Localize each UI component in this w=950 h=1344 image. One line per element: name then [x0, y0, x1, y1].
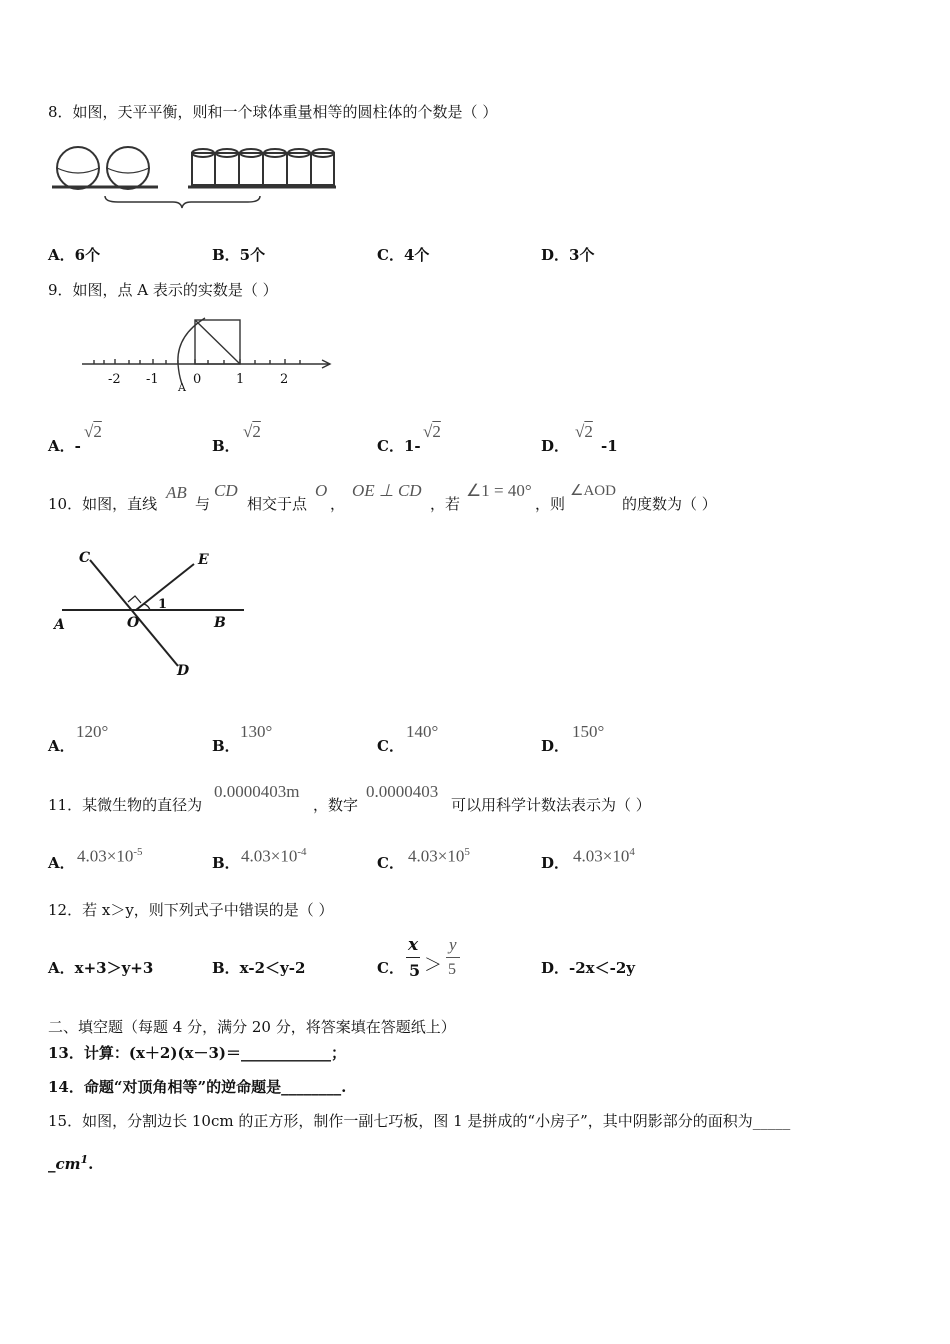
q9-option-c-radicand: 2 [432, 422, 441, 441]
q12-option-c[interactable]: C． [377, 959, 404, 977]
q10-aod: ∠AOD [570, 483, 616, 499]
q12-stem: 12．若 x＞y，则下列式子中错误的是（ ） [48, 901, 334, 919]
q8-option-c[interactable]: C．4个 [377, 246, 430, 264]
q11-option-c[interactable]: C． [377, 854, 404, 872]
q10-num: 10．如图，直线 [48, 495, 158, 513]
q9-option-d-suffix: -1 [601, 437, 618, 455]
q12-frac-5b: 5 [448, 961, 456, 978]
q15-period: . [88, 1155, 94, 1173]
q9-option-a[interactable] [48, 436, 81, 456]
q8-stem: 8．如图，天平平衡，则和一个球体重量相等的圆柱体的个数是（ ） [48, 103, 498, 121]
q9-option-d[interactable] [541, 436, 569, 456]
q9-stem: 9．如图，点 A 表示的实数是（ ） [48, 281, 278, 299]
q11-option-c-exp: 5 [464, 846, 470, 858]
q11-option-d-base: 4.03×10 [573, 846, 630, 866]
axis-label-1: 1 [236, 372, 245, 387]
axis-label-neg1: -1 [146, 372, 159, 387]
fig-label-e: E [198, 552, 209, 568]
q11-val2: 0.0000403 [366, 782, 439, 801]
q11-option-a-value [77, 842, 143, 867]
q15-line2 [48, 1150, 93, 1174]
q10-o: O [315, 481, 328, 500]
q13: 13．计算：(x＋2)(x－3)＝____________； [48, 1044, 347, 1062]
q10-yu: 与 [195, 495, 211, 513]
q10-tail: 的度数为（ ） [622, 495, 717, 513]
q9-option-d-sqrt: √2 [575, 422, 593, 441]
axis-label-0: 0 [193, 372, 202, 387]
q9-option-a-sqrt: √2 [84, 422, 102, 441]
q12-frac-bar-1 [406, 957, 420, 958]
q11-option-c-base: 4.03×10 [408, 846, 465, 866]
fig-label-b: B [214, 615, 226, 631]
section2-heading: 二、填空题（每题 4 分，满分 20 分，将答案填在答题纸上） [48, 1018, 456, 1036]
q11-num: 11．某微生物的直径为 [48, 796, 203, 814]
q12-frac-y: y [449, 935, 457, 954]
q10-option-d[interactable]: D． [541, 737, 570, 755]
q15-unit-exp: 1 [80, 1153, 89, 1166]
q15-unit: _cm [48, 1155, 81, 1173]
q10-option-b[interactable]: B． [212, 737, 240, 755]
q10-oe-perp-cd: OE ⊥ CD [352, 481, 422, 500]
q11-option-a-base: 4.03×10 [77, 846, 134, 866]
q10-xj: 相交于点 [247, 495, 308, 513]
fig-label-c: C [79, 550, 91, 566]
q12-frac-5a: 5 [409, 961, 421, 980]
q11-option-a-exp: -5 [133, 846, 143, 858]
ball-2 [107, 147, 149, 189]
q11-option-d[interactable]: D． [541, 854, 570, 872]
q9-option-a-text: A．- [48, 437, 81, 455]
point-a-label: A [178, 381, 186, 394]
q14: 14．命题“对顶角相等”的逆命题是________. [48, 1078, 347, 1096]
q10-cd: CD [214, 481, 238, 500]
q10-option-c-value: 140° [406, 722, 439, 741]
fig-label-d: D [177, 663, 190, 679]
q9-option-b-radicand: 2 [252, 422, 261, 441]
q10-option-b-value: 130° [240, 722, 273, 741]
balance-figure [48, 140, 338, 212]
fig-label-o: O [127, 615, 140, 631]
q10-option-a-value: 120° [76, 722, 109, 741]
q11-val1: 0.0000403m [214, 782, 300, 801]
q11-option-b-base: 4.03×10 [241, 846, 298, 866]
q10-comma: ， [330, 495, 346, 513]
q12-option-b[interactable]: B．x-2＜y-2 [212, 959, 306, 977]
q11-tail: 可以用科学计数法表示为（ ） [451, 796, 651, 814]
fig-label-a: A [54, 617, 65, 633]
q9-option-b-text: B． [212, 437, 240, 455]
q11-option-d-value [573, 842, 635, 867]
q12-option-d[interactable]: D．-2x＜-2y [541, 959, 635, 977]
q12-option-a[interactable]: A．x+3＞y+3 [48, 959, 154, 977]
axis-label-neg2: -2 [108, 372, 121, 387]
ball-1 [57, 147, 99, 189]
q9-option-c[interactable] [377, 436, 421, 456]
q11-option-b-exp: -4 [297, 846, 307, 858]
q10-ze: ，则 [535, 495, 566, 513]
q9-option-c-text: C．1- [377, 437, 421, 455]
q11-option-b-value [241, 842, 307, 867]
q9-option-d-text: D． [541, 437, 570, 455]
q8-option-a[interactable]: A．6个 [48, 246, 101, 264]
q10-angle1: ∠1 = 40° [466, 481, 532, 500]
q10-ruo: ，若 [430, 495, 461, 513]
q12-gt: ＞ [424, 955, 442, 976]
q8-option-d[interactable]: D．3个 [541, 246, 595, 264]
q9-option-c-sqrt: √2 [423, 422, 441, 441]
q9-option-b[interactable] [212, 436, 240, 456]
q9-option-b-sqrt: √2 [243, 422, 261, 441]
fig-label-angle1: 1 [158, 597, 168, 612]
q11-option-d-exp: 4 [629, 846, 635, 858]
q11-option-b[interactable]: B． [212, 854, 240, 872]
q12-frac-bar-2 [446, 957, 460, 958]
q9-option-d-radicand: 2 [584, 422, 593, 441]
q8-option-b[interactable]: B．5个 [212, 246, 266, 264]
q10-option-a[interactable]: A． [48, 737, 75, 755]
q11-option-a[interactable]: A． [48, 854, 75, 872]
q9-option-a-radicand: 2 [93, 422, 102, 441]
q11-mid: ，数字 [313, 796, 359, 814]
q10-option-c[interactable]: C． [377, 737, 404, 755]
axis-label-2: 2 [280, 372, 289, 387]
q15-line1: 15．如图，分割边长 10cm 的正方形，制作一副七巧板，图 1 是拼成的“小房子”，其中阴影部分的面积为_____ [48, 1112, 791, 1130]
q10-option-d-value: 150° [572, 722, 605, 741]
q10-ab: AB [166, 483, 187, 502]
q11-option-c-value [408, 842, 470, 867]
q12-frac-x: x [408, 935, 419, 955]
